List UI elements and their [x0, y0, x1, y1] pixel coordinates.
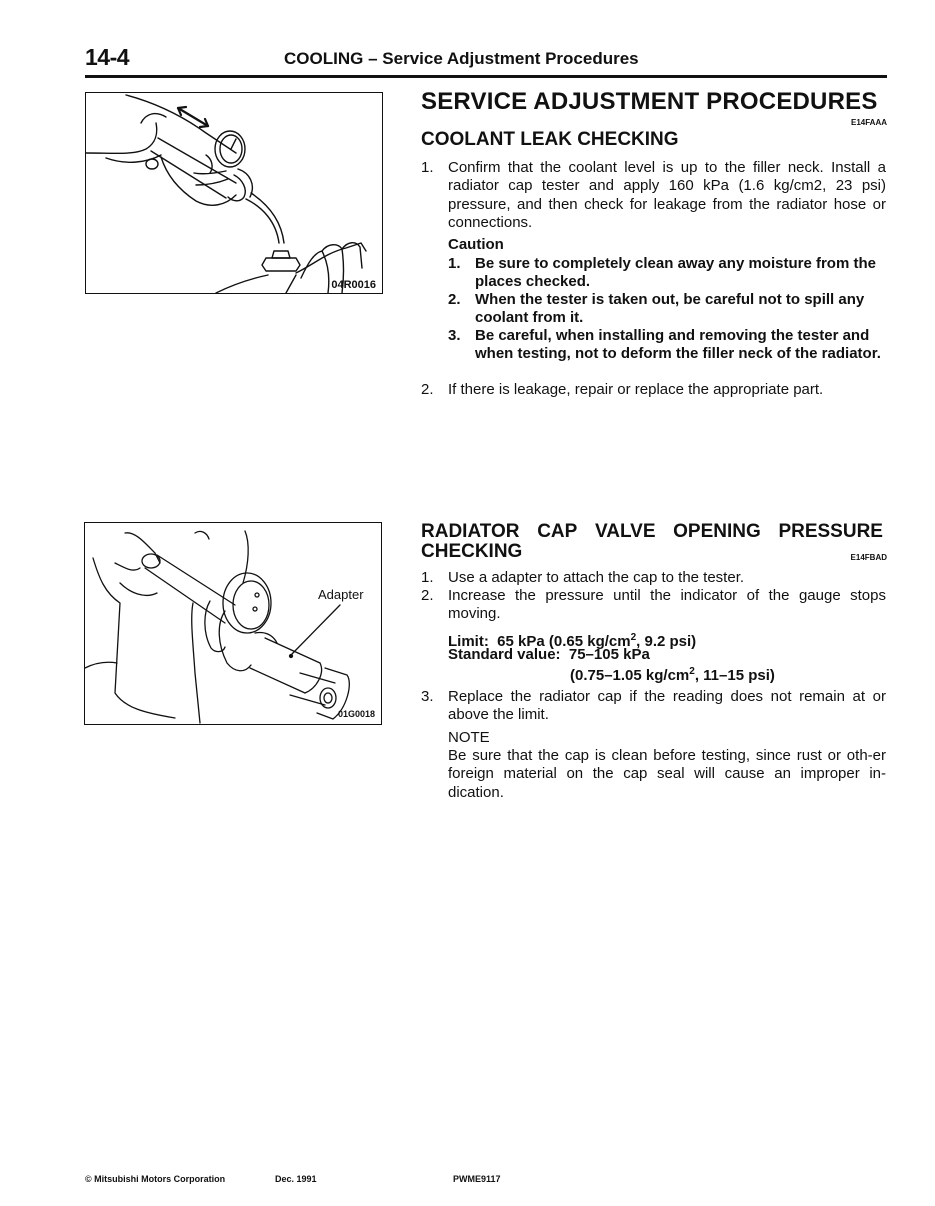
caution-number: 3.: [448, 327, 461, 344]
standard-spec-alt: [570, 663, 775, 684]
header-rule: [85, 75, 887, 78]
coolant-step: [421, 381, 886, 399]
page-number: 14-4: [85, 44, 130, 70]
heading-word: RADIATOR: [421, 521, 520, 542]
adapter-illustration: [85, 523, 381, 724]
figure-cap-tester: [85, 92, 383, 294]
heading-word: PRESSURE: [778, 521, 883, 542]
step-text: Increase the pressure until the indicator of the gauge stops moving.: [448, 587, 886, 623]
step-text: Confirm that the coolant level is up to the filler neck. Install a radiator cap tester and apply 160 kPa (1.6 kg/cm2, 23 psi) pressure, and then check for leakage from the radiator hose or connections.: [448, 159, 886, 231]
cap-valve-heading: [421, 521, 883, 543]
cap-step: [421, 688, 886, 725]
figure-code: 04R0016: [331, 279, 376, 291]
running-header: [284, 49, 639, 69]
step-number: 2.: [421, 587, 434, 604]
title-code: E14FAAA: [850, 118, 887, 127]
step-number: 1.: [421, 159, 434, 176]
section-title: Service Adjustment Procedures: [382, 49, 639, 68]
caution-title: Caution: [448, 236, 504, 253]
superscript: 2: [689, 666, 695, 677]
standard-spec: [448, 646, 650, 663]
caution-number: 2.: [448, 291, 461, 308]
limit-value-psi: , 9.2 psi): [636, 633, 697, 650]
heading-word: VALVE: [594, 521, 656, 542]
chapter-title: COOLING: [284, 49, 364, 68]
step-number: 1.: [421, 569, 434, 586]
header-separator: –: [368, 49, 378, 68]
footer-date: Dec. 1991: [275, 1174, 317, 1184]
footer-doc-code: PWME9117: [453, 1174, 501, 1184]
caution-item: [448, 291, 886, 328]
section-code: E14FBAD: [850, 553, 887, 562]
note-title: NOTE: [448, 729, 490, 746]
caution-item: [448, 255, 886, 292]
standard-alt-psi: , 11–15 psi): [694, 667, 775, 684]
standard-value: 75–105 kPa: [568, 646, 650, 663]
heading-word: OPENING: [673, 521, 761, 542]
cap-step: [421, 569, 886, 587]
step-text: Replace the radiator cap if the reading does not remain at or above the limit.: [448, 688, 886, 724]
cap-tester-illustration: [86, 93, 382, 293]
caution-item: [448, 327, 886, 364]
standard-alt-main: (0.75–1.05 kg/cm: [570, 667, 690, 684]
standard-label: Standard value:: [448, 646, 561, 663]
cap-step: [421, 587, 886, 624]
limit-value-main: 65 kPa (0.65 kg/cm: [497, 633, 631, 650]
cap-valve-heading-line2: CHECKING: [421, 541, 523, 562]
step-text: Use a adapter to attach the cap to the tester.: [448, 569, 745, 586]
step-text: If there is leakage, repair or replace the appropriate part.: [448, 381, 824, 398]
limit-label: Limit:: [448, 633, 489, 650]
coolant-step: [421, 159, 886, 232]
adapter-callout: Adapter: [318, 587, 364, 602]
caution-text: When the tester is taken out, be careful not to spill any coolant from it.: [475, 291, 865, 327]
heading-word: CAP: [537, 521, 578, 542]
step-number: 3.: [421, 688, 434, 705]
figure-code: 01G0018: [337, 709, 375, 719]
page-title: SERVICE ADJUSTMENT PROCEDURES: [421, 88, 878, 115]
superscript: 2: [630, 632, 637, 643]
caution-text: Be careful, when installing and removing the tester and when testing, not to deform the filler neck of the radiator.: [475, 327, 881, 363]
figure-adapter: [84, 522, 382, 725]
coolant-leak-heading: COOLANT LEAK CHECKING: [421, 129, 679, 150]
caution-number: 1.: [448, 255, 461, 272]
footer-copyright: © Mitsubishi Motors Corporation: [85, 1174, 226, 1184]
note-text: Be sure that the cap is clean before testing, since rust or oth-er foreign material on the cap seal will cause an improper in-dication.: [448, 747, 886, 801]
caution-text: Be sure to completely clean away any moisture from the places checked.: [475, 255, 876, 291]
step-number: 2.: [421, 381, 434, 398]
